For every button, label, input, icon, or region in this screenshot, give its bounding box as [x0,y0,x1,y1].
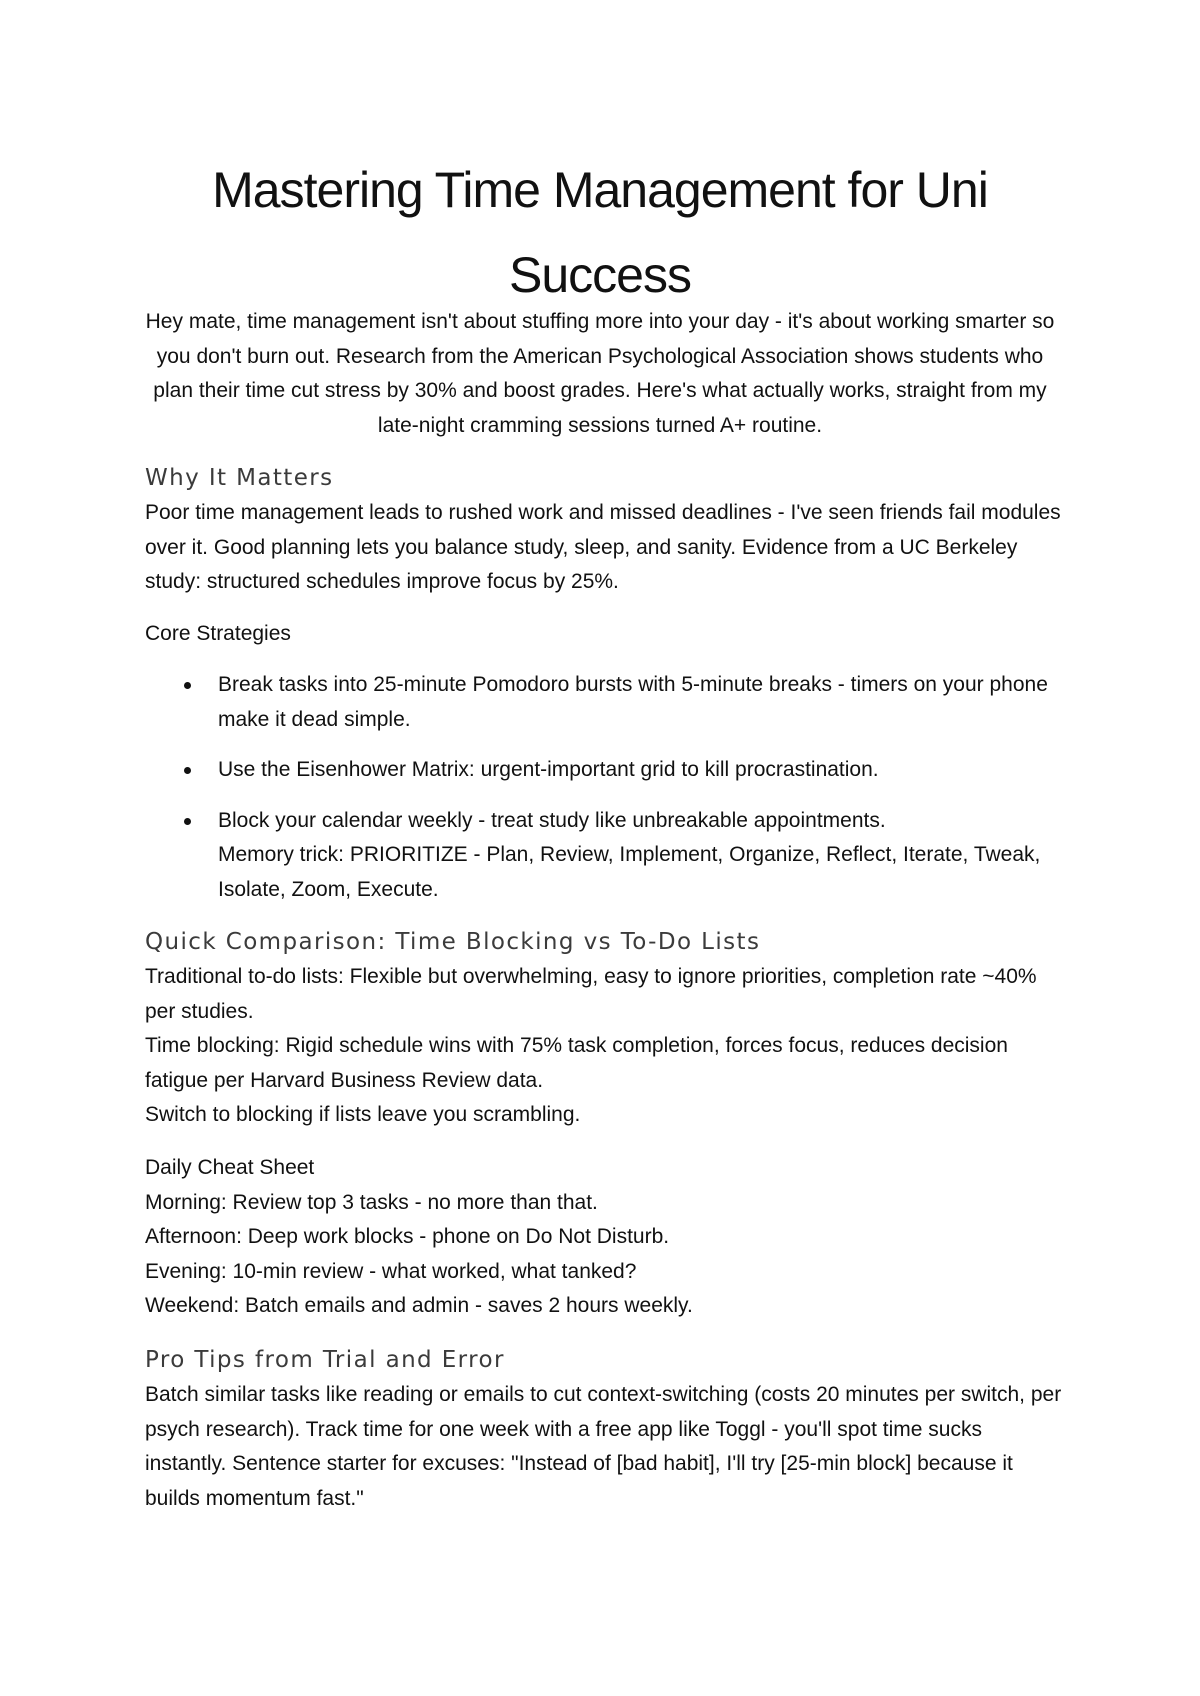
section-heading-pro-tips: Pro Tips from Trial and Error [145,1347,505,1373]
memory-trick-text: Memory trick: PRIORITIZE - Plan, Review, Implement, Organize, Reflect, Iterate, Tweak, Isolate, Zoom, Execute. [218,843,1041,901]
cheat-sheet-block [145,1151,1065,1324]
comparison-paragraph [145,960,1065,1133]
cheat-sheet-line: Morning: Review top 3 tasks - no more than that. [145,1190,598,1214]
why-paragraph: Poor time management leads to rushed work and missed deadlines - I've seen friends fail modules over it. Good planning lets you balance study, sleep, and sanity. Evidence from a UC Berkeley study: structured schedules improve focus by 25%. [145,501,1061,593]
pro-tips-paragraph: Batch similar tasks like reading or emails to cut context-switching (costs 20 minutes per switch, per psych research). Track time for one week with a free app like Toggl - you'll spot time sucks instantly. Sentence starter for excuses: "Instead of [bad habit], I'll try [25-min block] because it builds momentum fast." [145,1383,1062,1510]
list-item-text: Block your calendar weekly - treat study like unbreakable appointments. [218,808,886,832]
section-heading-core-strategies: Core Strategies [145,622,291,645]
section-heading-cheat-sheet: Daily Cheat Sheet [145,1156,315,1179]
comparison-line: Time blocking: Rigid schedule wins with 75% task completion, forces focus, reduces decision fatigue per Harvard Business Review data. [145,1034,1008,1092]
comparison-line: Traditional to-do lists: Flexible but overwhelming, easy to ignore priorities, completion rate ~40% per studies. [145,965,1037,1023]
page-title [120,148,1080,318]
list-item-text: Use the Eisenhower Matrix: urgent-important grid to kill procrastination. [218,758,879,781]
list-item [145,753,1065,788]
core-strategies-list [145,668,1065,923]
comparison-line: Switch to blocking if lists leave you scrambling. [145,1103,581,1126]
section-heading-comparison: Quick Comparison: Time Blocking vs To-Do Lists [145,929,761,955]
bullet-icon [184,767,191,774]
list-item [145,668,1065,737]
bullet-icon [184,682,191,689]
section-heading-why: Why It Matters [145,465,334,491]
title-line-2: Success [509,247,691,303]
cheat-sheet-line: Weekend: Batch emails and admin - saves 2 hours weekly. [145,1294,693,1317]
cheat-sheet-line: Evening: 10-min review - what worked, what tanked? [145,1259,637,1283]
title-line-1: Mastering Time Management for Uni [212,162,988,218]
intro-paragraph: Hey mate, time management isn't about stuffing more into your day - it's about working smarter so you don't burn out. Research from the American Psychological Association shows students who plan their time cut stress by 30% and boost grades. Here's what actually works, straight from my late-night cramming sessions turned A+ routine. [145,310,1055,437]
list-item-text: Break tasks into 25-minute Pomodoro bursts with 5-minute breaks - timers on your phone make it dead simple. [218,673,1048,731]
bullet-icon [184,818,191,825]
list-item [145,804,1065,908]
cheat-sheet-line: Afternoon: Deep work blocks - phone on Do Not Disturb. [145,1225,670,1248]
